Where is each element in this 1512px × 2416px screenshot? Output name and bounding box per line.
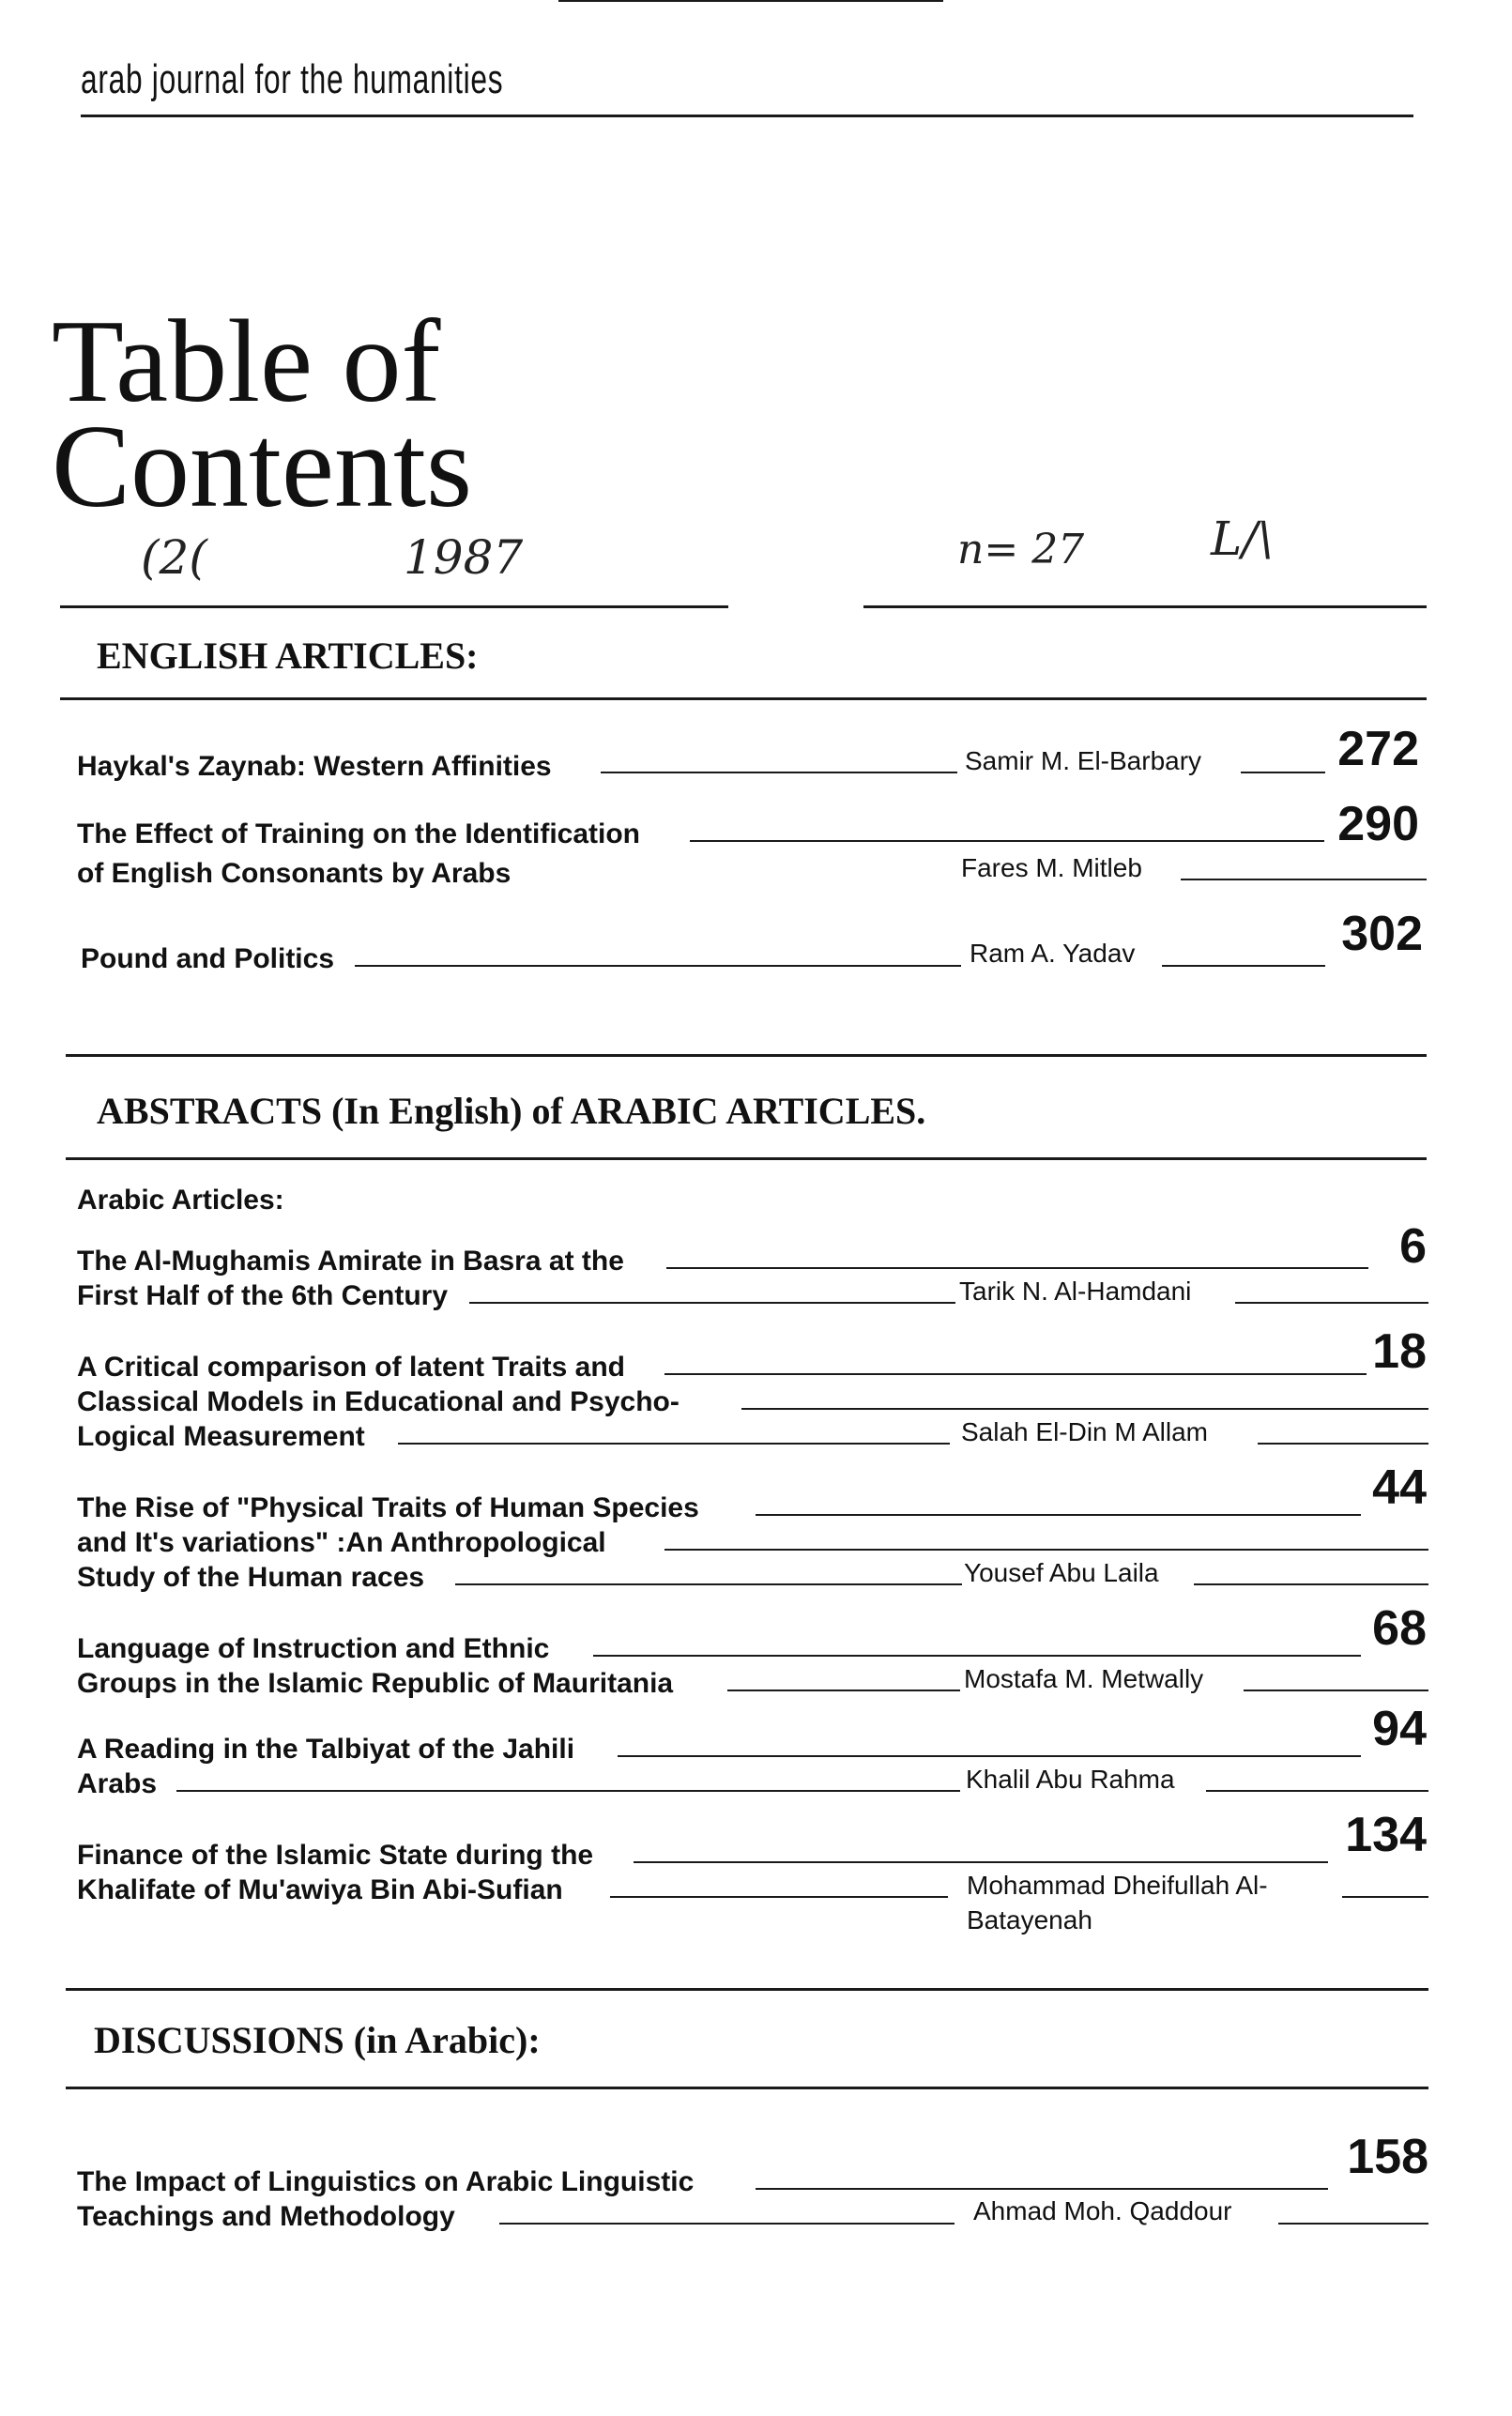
section-heading-discussions: DISCUSSIONS (in Arabic): [94,2019,541,2061]
article-title: Groups in the Islamic Republic of Mauritania [77,1668,674,1699]
leader-line [756,2188,1328,2190]
article-title: and It's variations" :An Anthropological [77,1527,606,1558]
article-title: Arabs [77,1768,158,1799]
article-title: Finance of the Islamic State during the [77,1840,594,1871]
leader-line [690,840,1324,842]
section-divider [66,1988,1428,1991]
leader-line [727,1690,960,1691]
page-number: 44 [1372,1460,1427,1515]
page-title-line-2: Contents [52,402,473,532]
handwritten-annotation-number: n= 27 [957,526,1085,573]
article-title: The Al-Mughamis Amirate in Basra at the [77,1246,624,1277]
leader-line [455,1583,962,1585]
article-title: Haykal's Zaynab: Western Affinities [77,751,552,782]
article-title: Teachings and Methodology [77,2201,455,2232]
handwritten-annotation-left: (2( [141,530,207,585]
leader-line [601,772,957,773]
article-title: Study of the Human races [77,1562,425,1593]
leader-line [355,965,961,967]
title-divider-right [863,605,1427,608]
section-divider [66,2087,1428,2089]
leader-line [664,1373,1367,1375]
page-number: 290 [1337,797,1419,851]
header-divider [81,115,1413,117]
page-number: 94 [1372,1702,1427,1756]
article-title: Classical Models in Educational and Psycho- [77,1386,680,1417]
article-title: The Rise of "Physical Traits of Human Species [77,1492,699,1523]
article-title: Khalifate of Mu'awiya Bin Abi-Sufian [77,1874,563,1905]
article-author: Yousef Abu Laila [964,1558,1159,1587]
page-number: 18 [1372,1324,1427,1379]
handwritten-annotation-right: L/\ [1211,512,1274,566]
section-heading-abstracts: ABSTRACTS (In English) of ARABIC ARTICLES. [97,1090,926,1132]
leader-line [1258,1443,1428,1445]
article-author: Samir M. El-Barbary [965,746,1202,775]
leader-line [756,1514,1361,1516]
leader-line [1244,1690,1428,1691]
leader-line [1342,1896,1428,1898]
article-author: Khalil Abu Rahma [966,1765,1175,1794]
section-divider [66,1157,1427,1160]
leader-line [593,1655,1361,1657]
article-author: Fares M. Mitleb [961,853,1142,882]
leader-line [1181,879,1427,880]
article-title: Language of Instruction and Ethnic [77,1633,550,1664]
leader-line [741,1408,1428,1410]
article-title: The Effect of Training on the Identification [77,818,640,849]
section-divider [60,697,1427,700]
leader-line [1194,1583,1428,1585]
leader-line [558,0,943,2]
page-number: 158 [1347,2130,1428,2184]
page-number: 302 [1341,907,1423,961]
article-title: Pound and Politics [81,943,335,974]
leader-line [1278,2223,1428,2225]
section-heading-english: ENGLISH ARTICLES: [97,635,479,677]
leader-line [1235,1302,1428,1304]
page-number: 6 [1399,1219,1427,1274]
section-divider [66,1054,1427,1057]
article-author: Ahmad Moh. Qaddour [973,2196,1232,2225]
leader-line [666,1267,1368,1269]
page-number: 68 [1372,1601,1427,1656]
page-title [52,297,473,532]
leader-line [469,1302,955,1304]
article-author: Mostafa M. Metwally [964,1664,1204,1693]
article-title: The Impact of Linguistics on Arabic Linguistic [77,2166,695,2197]
leader-line [1206,1790,1428,1792]
article-title: of English Consonants by Arabs [77,858,512,889]
leader-line [398,1443,950,1445]
leader-line [610,1896,948,1898]
leader-line [176,1790,960,1792]
page-title-line-1: Table of [52,297,441,427]
handwritten-annotation-year: 1987 [404,530,524,585]
page-number: 134 [1345,1808,1427,1862]
page-number: 272 [1337,722,1419,776]
leader-line [634,1861,1328,1863]
article-title: First Half of the 6th Century [77,1280,449,1311]
article-author-line-2: Batayenah [967,1905,1092,1934]
leader-line [499,2223,955,2225]
article-author: Mohammad Dheifullah Al- [967,1871,1268,1900]
title-divider-left [60,605,728,608]
leader-line [1162,965,1325,967]
article-title: A Reading in the Talbiyat of the Jahili [77,1734,575,1765]
subsection-heading-arabic: Arabic Articles: [77,1185,284,1216]
article-author: Ram A. Yadav [970,939,1136,968]
article-author: Tarik N. Al-Hamdani [959,1277,1192,1306]
article-title: A Critical comparison of latent Traits and [77,1352,626,1383]
leader-line [618,1755,1361,1757]
article-title: Logical Measurement [77,1421,365,1452]
leader-line [664,1549,1428,1551]
article-author: Salah El-Din M Allam [961,1417,1208,1446]
journal-title: arab journal for the humanities [81,56,504,102]
